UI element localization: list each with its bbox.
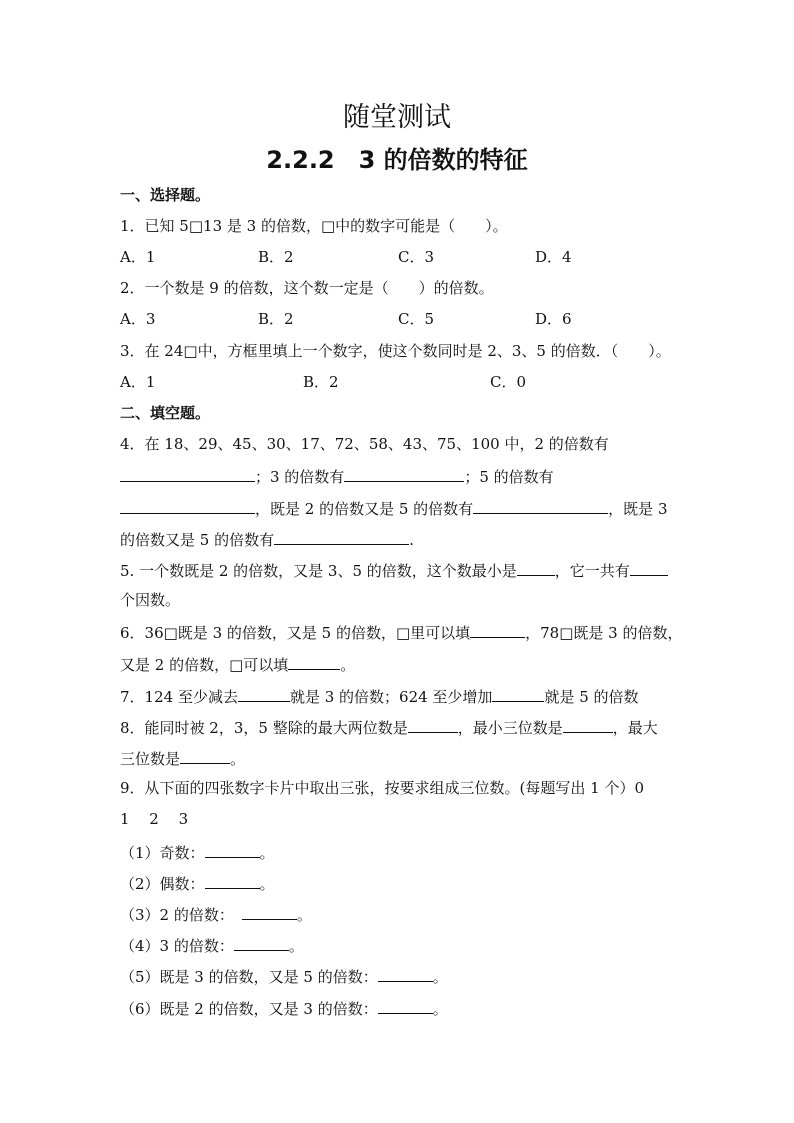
question-9-item-6: （6）既是 2 的倍数，又是 3 的倍数： 。 (120, 995, 680, 1019)
answer-blank[interactable] (180, 745, 230, 764)
question-2: 2．一个数是 9 的倍数，这个数一定是（ ）的倍数。 (120, 279, 494, 297)
section-choice-heading: 一、选择题。 (120, 186, 211, 204)
option-c: C．3 (398, 248, 435, 266)
answer-blank[interactable] (517, 557, 555, 576)
question-5-line-2: 个因数。 (120, 591, 181, 609)
question-7: 7．124 至少减去 就是 3 的倍数；624 至少增加 就是 5 的倍数 (120, 683, 680, 707)
question-9-cards: 1 2 3 (120, 810, 189, 828)
answer-blank[interactable] (630, 557, 668, 576)
option-b: B．2 (258, 248, 294, 266)
answer-blank[interactable] (344, 463, 464, 482)
option-d: D．4 (535, 248, 572, 266)
question-6-line-1: 6．36□既是 3 的倍数，又是 5 的倍数，□里可以填 ，78□既是 3 的倍数， (120, 619, 680, 643)
answer-blank[interactable] (470, 619, 525, 638)
question-4-line-4: 的倍数又是 5 的倍数有 . (120, 526, 680, 550)
question-9-item-3: （3）2 的倍数： 。 (120, 901, 680, 925)
question-9-item-2: （2）偶数： 。 (120, 870, 680, 894)
question-4-line-1: 4．在 18、29、45、30、17、72、58、43、75、100 中，2 的倍数有 (120, 435, 609, 453)
answer-blank[interactable] (408, 714, 458, 733)
question-8-line-1: 8．能同时被 2，3，5 整除的最大两位数是 ，最小三位数是 ，最大 (120, 714, 680, 738)
question-4-line-3: ，既是 2 的倍数又是 5 的倍数有 ，既是 3 (120, 495, 680, 519)
answer-blank[interactable] (378, 963, 433, 982)
option-a: A．1 (120, 248, 156, 266)
question-3-options (120, 370, 680, 394)
question-1: 1．已知 5□13 是 3 的倍数，□中的数字可能是（ ）。 (120, 217, 508, 235)
question-9-line-1: 9．从下面的四张数字卡片中取出三张，按要求组成三位数。(每题写出 1 个）0 (120, 779, 645, 797)
section-fill-heading: 二、填空题。 (120, 404, 211, 422)
question-3: 3．在 24□中，方框里填上一个数字，使这个数同时是 2、3、5 的倍数．（ ）。 (120, 342, 671, 360)
option-b: B．2 (258, 310, 294, 328)
page-title: 随堂测试 (343, 102, 451, 133)
answer-blank[interactable] (238, 683, 290, 702)
option-c: C．0 (490, 373, 527, 391)
page-subtitle: 2.2.2 3 的倍数的特征 (266, 146, 528, 174)
option-d: D．6 (535, 310, 572, 328)
question-2-options (120, 307, 680, 331)
question-8-line-2: 三位数是 。 (120, 745, 680, 769)
answer-blank[interactable] (274, 526, 409, 545)
question-5-line-1: 5. 一个数既是 2 的倍数，又是 3、5 的倍数，这个数最小是 ，它一共有 (120, 557, 680, 581)
question-9-item-5: （5）既是 3 的倍数，又是 5 的倍数： 。 (120, 963, 680, 987)
question-9-item-4: （4）3 的倍数： 。 (120, 932, 680, 956)
option-a: A．3 (120, 310, 156, 328)
option-a: A．1 (120, 373, 156, 391)
answer-blank[interactable] (563, 714, 613, 733)
answer-blank[interactable] (205, 870, 260, 889)
answer-blank[interactable] (120, 463, 255, 482)
question-6-line-2: 又是 2 的倍数，□可以填 。 (120, 651, 680, 675)
answer-blank[interactable] (288, 651, 340, 670)
question-1-options (120, 245, 680, 269)
answer-blank[interactable] (205, 839, 260, 858)
answer-blank[interactable] (120, 495, 255, 514)
answer-blank[interactable] (242, 901, 297, 920)
option-b: B．2 (303, 373, 339, 391)
question-9-item-1: （1）奇数： 。 (120, 839, 680, 863)
answer-blank[interactable] (378, 995, 433, 1014)
answer-blank[interactable] (473, 495, 608, 514)
answer-blank[interactable] (234, 932, 289, 951)
option-c: C．5 (398, 310, 435, 328)
question-4-line-2: ；3 的倍数有 ；5 的倍数有 (120, 463, 680, 487)
answer-blank[interactable] (492, 683, 544, 702)
